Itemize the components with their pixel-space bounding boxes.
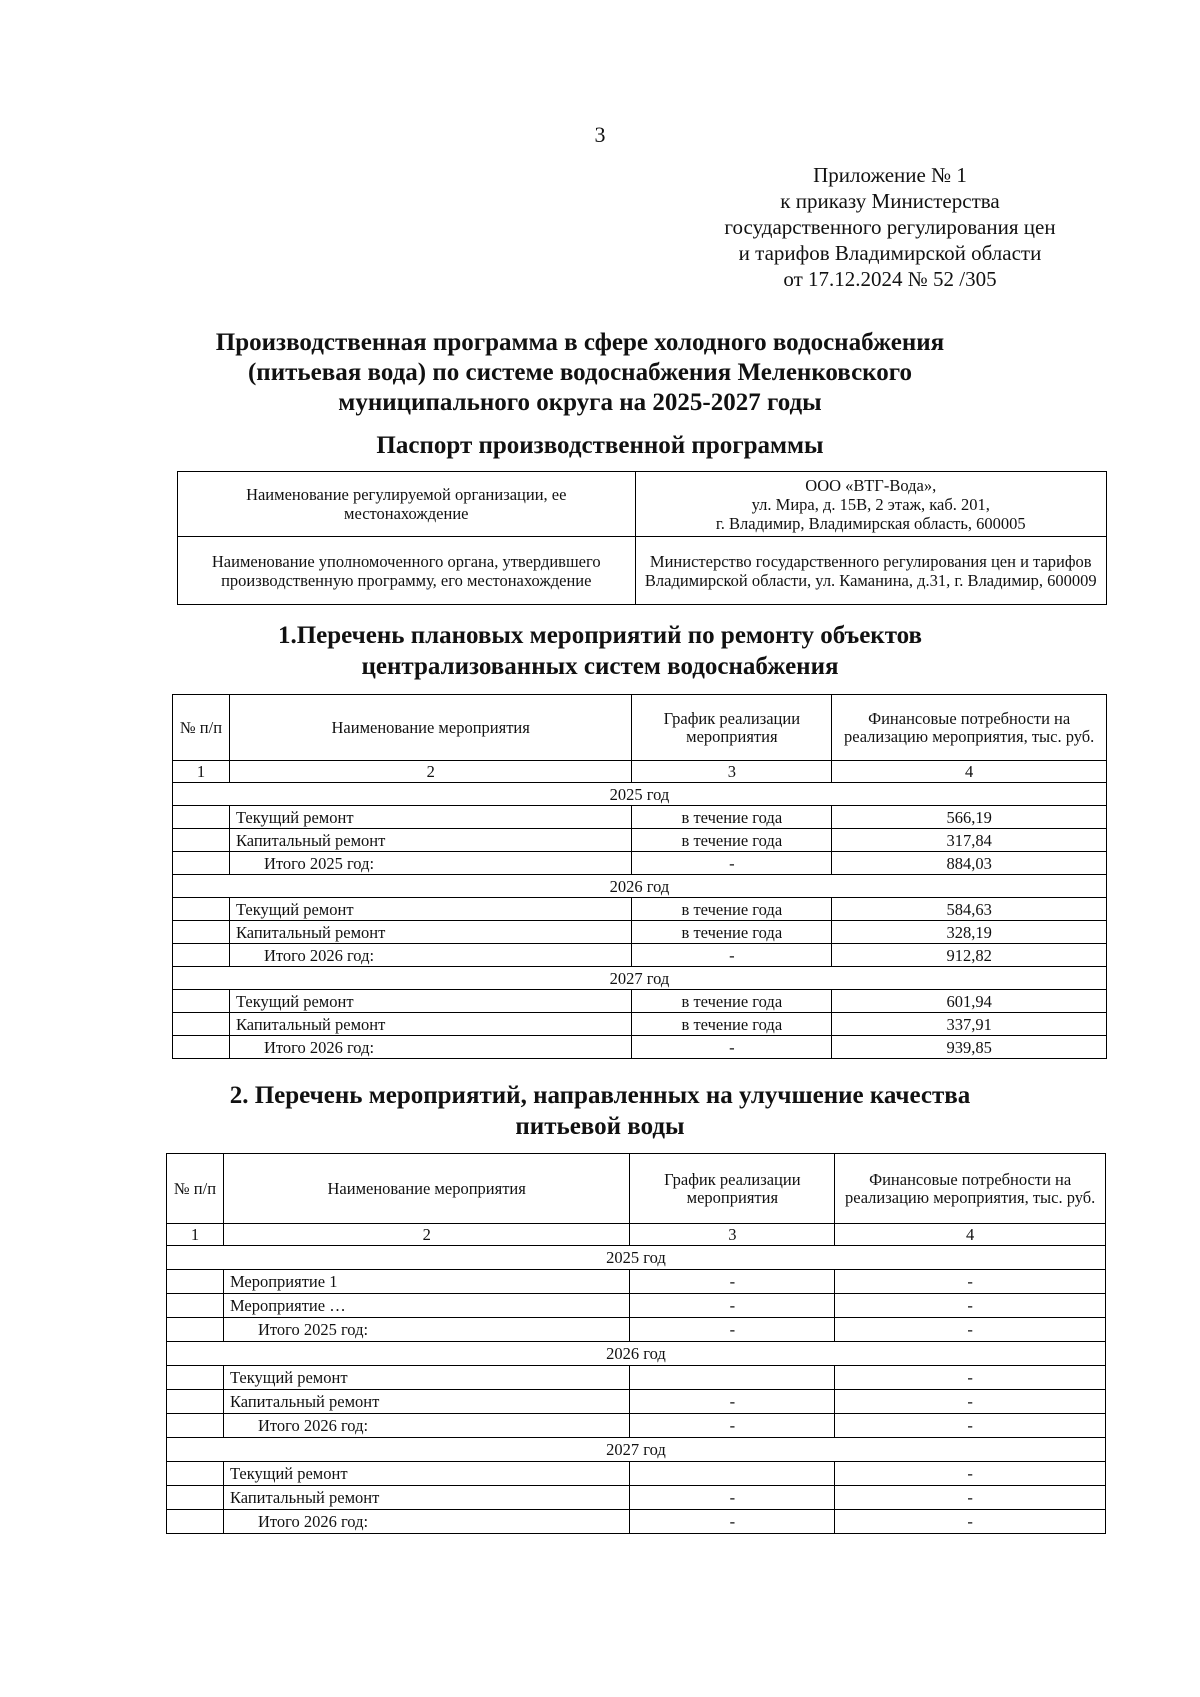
schedule: в течение года [632,806,832,829]
year-label: 2026 год [167,1342,1106,1366]
row-number [173,1013,230,1036]
heading-line: централизованных систем водоснабжения [361,653,839,680]
total-row [173,852,1107,875]
schedule [630,1462,835,1486]
row-number [167,1414,224,1438]
year-label: 2027 год [173,967,1107,990]
document-title [200,328,960,418]
cost: 337,91 [832,1013,1107,1036]
measure-name: Мероприятие … [223,1294,630,1318]
row-number [173,944,230,967]
annex-line: к приказу Министерства [780,189,1000,213]
column-header: Наименование мероприятия [223,1154,630,1224]
measure-name: Текущий ремонт [223,1462,630,1486]
passport-heading: Паспорт производственной программы [376,432,824,459]
annex-line: государственного регулирования цен [724,215,1056,239]
schedule: в течение года [632,898,832,921]
column-header: Финансовые потребности на реализацию мероприятия, тыс. руб. [832,695,1107,761]
measure-name: Капитальный ремонт [223,1486,630,1510]
total-cost: - [835,1510,1106,1534]
row-number [167,1510,224,1534]
column-header: № п/п [173,695,230,761]
table-header-row [173,695,1107,761]
schedule: - [630,1390,835,1414]
total-cost: 884,03 [832,852,1107,875]
column-number: 2 [223,1224,630,1246]
table-row [167,1270,1106,1294]
total-cost: - [835,1414,1106,1438]
schedule: в течение года [632,1013,832,1036]
schedule: - [630,1270,835,1294]
row-number [173,829,230,852]
total-cost: 939,85 [832,1036,1107,1059]
heading-line: 1.Перечень плановых мероприятий по ремонту объектов [277,622,923,649]
row-number [167,1294,224,1318]
annex-block [700,162,1080,292]
total-row [167,1318,1106,1342]
schedule: - [632,852,832,875]
schedule: в течение года [632,990,832,1013]
column-header: График реализации мероприятия [630,1154,835,1224]
column-number: 3 [630,1224,835,1246]
total-label: Итого 2026 год: [229,944,632,967]
measure-name: Текущий ремонт [229,990,632,1013]
passport-value: Министерство государственного регулирования цен и тарифов Владимирской области, ул. Каманина, д.31, г. Владимир, 600009 [635,537,1106,605]
page-number: 3 [594,122,606,147]
column-number: 2 [229,761,632,783]
schedule: - [630,1510,835,1534]
table-row [173,1013,1107,1036]
passport-table [177,471,1107,605]
total-row [167,1414,1106,1438]
row-number [173,852,230,875]
measure-name: Текущий ремонт [229,806,632,829]
year-row [173,967,1107,990]
table-row [173,829,1107,852]
table-row [173,898,1107,921]
column-header: График реализации мероприятия [632,695,832,761]
row-number [173,898,230,921]
table-row [173,806,1107,829]
title-line: муниципального округа на 2025-2027 годы [338,389,822,416]
schedule: в течение года [632,829,832,852]
measure-name: Текущий ремонт [229,898,632,921]
cost: - [835,1390,1106,1414]
year-row [167,1342,1106,1366]
column-number: 4 [835,1224,1106,1246]
row-number [173,921,230,944]
row-number [173,806,230,829]
row-number [167,1390,224,1414]
total-row [167,1510,1106,1534]
total-label: Итого 2026 год: [223,1510,630,1534]
row-number [173,1036,230,1059]
cost: 328,19 [832,921,1107,944]
annex-line: от 17.12.2024 № 52 /305 [783,267,997,291]
total-cost: - [835,1318,1106,1342]
column-header: Финансовые потребности на реализацию мероприятия, тыс. руб. [835,1154,1106,1224]
year-label: 2025 год [167,1246,1106,1270]
table-row [167,1294,1106,1318]
measure-name: Капитальный ремонт [229,1013,632,1036]
year-label: 2025 год [173,783,1107,806]
cost: 601,94 [832,990,1107,1013]
total-cost: 912,82 [832,944,1107,967]
column-header: Наименование мероприятия [229,695,632,761]
passport-row [178,537,1107,605]
schedule: - [632,1036,832,1059]
column-number: 1 [167,1224,224,1246]
section1-heading [150,620,1050,682]
annex-line: и тарифов Владимирской области [738,241,1042,265]
column-number: 3 [632,761,832,783]
cost: - [835,1366,1106,1390]
schedule: - [630,1414,835,1438]
measure-name: Капитальный ремонт [223,1390,630,1414]
year-row [173,783,1107,806]
cost: - [835,1486,1106,1510]
table-header-row [167,1154,1106,1224]
year-label: 2026 год [173,875,1107,898]
cost: 317,84 [832,829,1107,852]
passport-label: Наименование регулируемой организации, ее местонахождение [178,472,636,537]
section2-heading [150,1080,1050,1142]
column-number: 4 [832,761,1107,783]
table-row [167,1390,1106,1414]
schedule: - [632,944,832,967]
column-number: 1 [173,761,230,783]
row-number [167,1486,224,1510]
row-number [167,1270,224,1294]
row-number [167,1366,224,1390]
passport-value [635,472,1106,537]
cost: 584,63 [832,898,1107,921]
column-number-row [167,1224,1106,1246]
column-number-row [173,761,1107,783]
total-label: Итого 2026 год: [223,1414,630,1438]
table-row [167,1486,1106,1510]
cost: - [835,1294,1106,1318]
cost: 566,19 [832,806,1107,829]
total-label: Итого 2025 год: [229,852,632,875]
measure-name: Текущий ремонт [223,1366,630,1390]
row-number [167,1318,224,1342]
passport-row [178,472,1107,537]
schedule: - [630,1294,835,1318]
passport-value-line: ООО «ВТГ-Вода», [805,475,937,495]
total-row [173,944,1107,967]
table-row [173,921,1107,944]
cost: - [835,1270,1106,1294]
measure-name: Капитальный ремонт [229,921,632,944]
table-row [173,990,1107,1013]
annex-line: Приложение № 1 [813,163,967,187]
title-line: (питьевая вода) по системе водоснабжения Меленковского [247,359,912,386]
water-quality-measures-table [166,1153,1106,1534]
total-label: Итого 2025 год: [223,1318,630,1342]
repair-measures-table [172,694,1107,1059]
row-number [167,1462,224,1486]
schedule: - [630,1318,835,1342]
total-label: Итого 2026 год: [229,1036,632,1059]
row-number [173,990,230,1013]
column-header: № п/п [167,1154,224,1224]
year-row [167,1246,1106,1270]
schedule [630,1366,835,1390]
table-row [167,1462,1106,1486]
table-row [167,1366,1106,1390]
year-row [173,875,1107,898]
year-row [167,1438,1106,1462]
heading-line: питьевой воды [515,1113,685,1140]
passport-value-line: г. Владимир, Владимирская область, 600005 [715,513,1026,533]
passport-value-line: ул. Мира, д. 15В, 2 этаж, каб. 201, [751,494,990,514]
heading-line: 2. Перечень мероприятий, направленных на улучшение качества [229,1082,971,1109]
schedule: - [630,1486,835,1510]
total-row [173,1036,1107,1059]
title-line: Производственная программа в сфере холодного водоснабжения [215,329,945,356]
passport-label: Наименование уполномоченного органа, утвердившего производственную программу, его местонахождение [178,537,636,605]
measure-name: Мероприятие 1 [223,1270,630,1294]
schedule: в течение года [632,921,832,944]
cost: - [835,1462,1106,1486]
measure-name: Капитальный ремонт [229,829,632,852]
year-label: 2027 год [167,1438,1106,1462]
